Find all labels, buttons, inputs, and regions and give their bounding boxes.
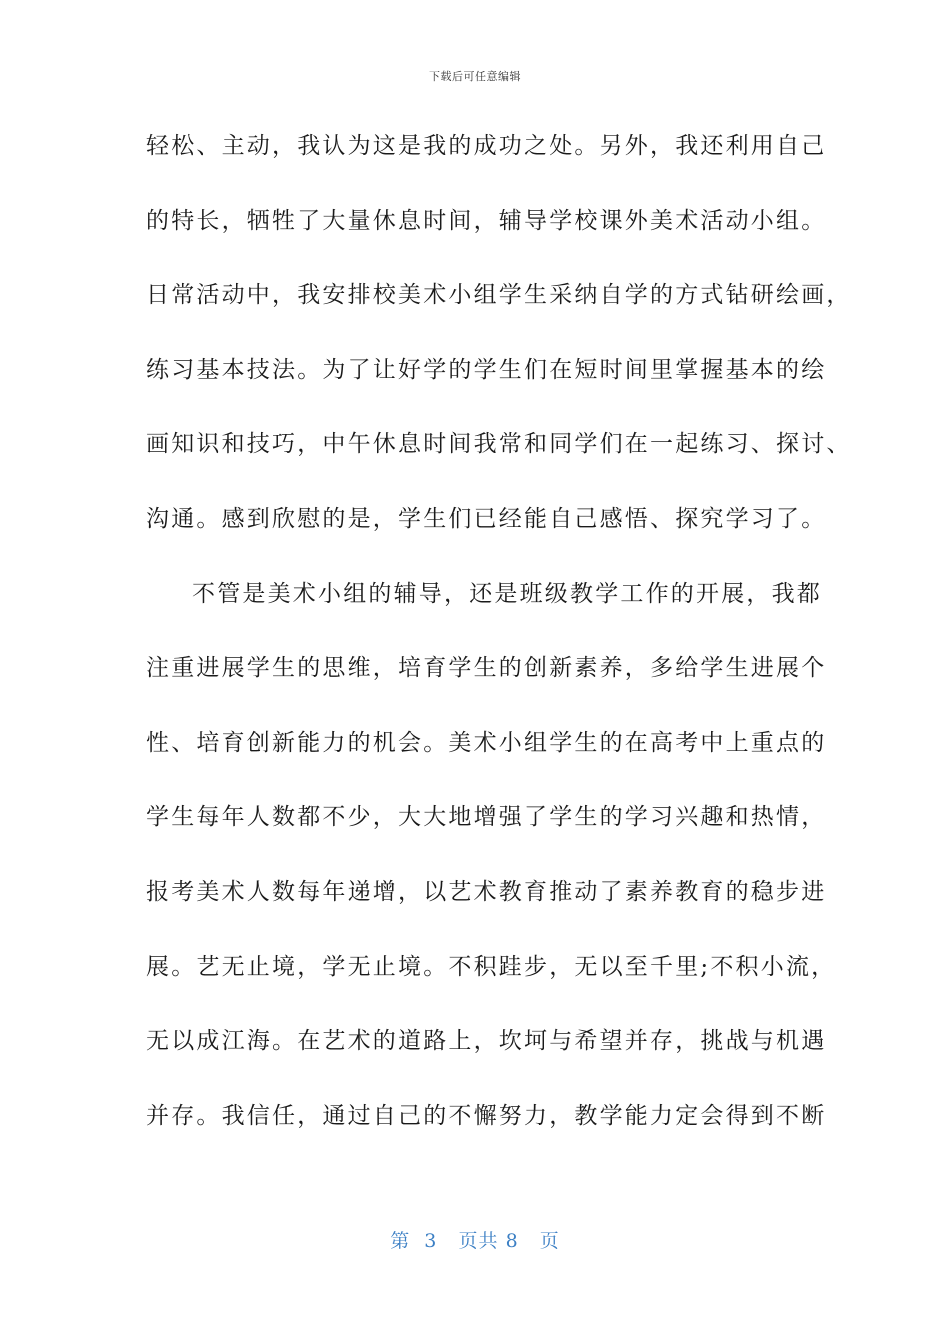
- text-line-3: 日常活动中，我安排校美术小组学生采纳自学的方式钻研绘画，: [146, 282, 852, 309]
- text-line-9: 性、培育创新能力的机会。美术小组学生的在高考中上重点的: [146, 729, 827, 756]
- footer-middle: 页共: [458, 1230, 499, 1252]
- footer-prefix: 第: [390, 1230, 411, 1252]
- text-line-13: 无以成江海。在艺术的道路上，坎坷与希望并存，挑战与机遇: [146, 1028, 827, 1055]
- text-line-5: 画知识和技巧，中午休息时间我常和同学们在一起练习、探讨、: [146, 431, 852, 458]
- text-line-10: 学生每年人数都不少，大大地增强了学生的学习兴趣和热情，: [146, 804, 827, 831]
- footer-current-page: 3: [424, 1230, 438, 1252]
- text-line-14: 并存。我信任，通过自己的不懈努力，教学能力定会得到不断: [146, 1102, 827, 1129]
- document-body: [146, 120, 852, 1164]
- footer-suffix: 页: [539, 1230, 560, 1252]
- page-header: 下载后可任意编辑: [429, 70, 521, 83]
- text-line-11: 报考美术人数每年递增，以艺术教育推动了素养教育的稳步进: [146, 878, 827, 905]
- paragraph-start-line: 不管是美术小组的辅导，还是班级教学工作的开展，我都: [192, 580, 822, 607]
- text-line-12: 展。艺无止境，学无止境。不积跬步，无以至千里;不积小流，: [146, 953, 837, 980]
- text-line-2: 的特长，牺牲了大量休息时间，辅导学校课外美术活动小组。: [146, 207, 827, 234]
- text-line-1: 轻松、主动，我认为这是我的成功之处。另外，我还利用自己: [146, 133, 827, 159]
- footer-total-pages: 8: [505, 1230, 519, 1252]
- page-footer: [0, 1226, 950, 1253]
- text-line-4: 练习基本技法。为了让好学的学生们在短时间里掌握基本的绘: [146, 356, 827, 383]
- text-line-8: 注重进展学生的思维，培育学生的创新素养，多给学生进展个: [146, 655, 827, 682]
- text-line-6: 沟通。感到欣慰的是，学生们已经能自己感悟、探究学习了。: [146, 505, 827, 532]
